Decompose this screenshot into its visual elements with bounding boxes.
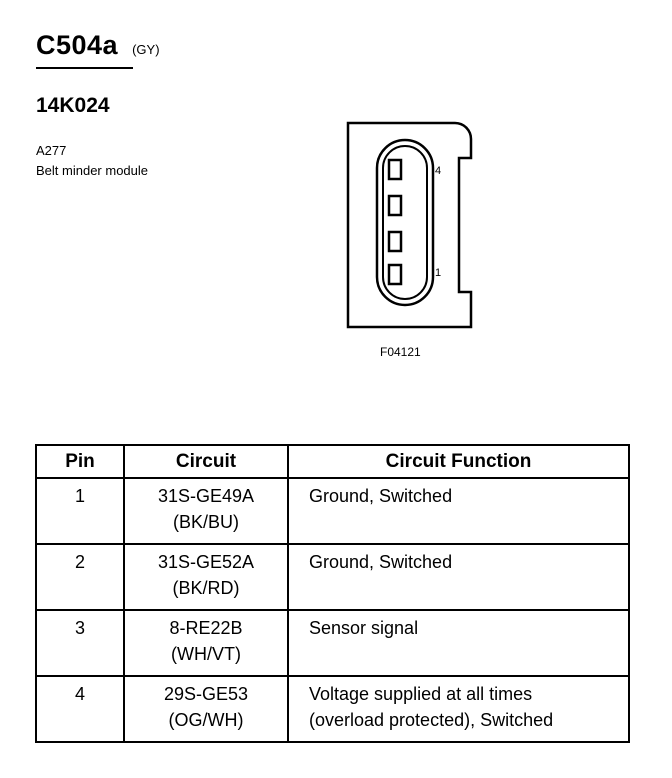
component-info [36, 141, 148, 181]
pin-cell: 1 [36, 478, 124, 544]
wire-color: (BK/BU) [172, 512, 239, 532]
function-text: Voltage supplied at all times [309, 684, 533, 704]
function-text: Ground, Switched [309, 486, 453, 506]
component-ref: A277 [36, 143, 67, 158]
function-text: Sensor signal [309, 618, 419, 638]
connector-name: C504a [36, 30, 119, 60]
circuit-id: 31S-GE52A [157, 552, 255, 572]
table-row [36, 544, 629, 610]
component-name: Belt minder module [36, 163, 148, 178]
terminal-cavity-3 [389, 196, 401, 215]
pin-label-1: 1 [435, 267, 442, 279]
table-row [36, 478, 629, 544]
pin-label-4: 4 [435, 165, 442, 177]
header-circuit: Circuit [124, 445, 288, 478]
pin-cell: 2 [36, 544, 124, 610]
pin-cell: 4 [36, 676, 124, 742]
table-header-row [36, 445, 629, 478]
terminal-cavity-1 [389, 265, 401, 284]
circuit-id: 8-RE22B [169, 618, 243, 638]
wire-color: (OG/WH) [168, 710, 244, 730]
wire-color: (BK/RD) [172, 578, 240, 598]
connector-face-diagram [345, 120, 475, 330]
figure-id: F04121 [380, 345, 421, 359]
header-circuit-function: Circuit Function [288, 445, 629, 478]
function-cell [288, 478, 629, 544]
terminal-cavity-2 [389, 232, 401, 251]
part-number: 14K024 [36, 94, 110, 117]
function-cell [288, 610, 629, 676]
circuit-cell [124, 676, 288, 742]
circuit-cell [124, 544, 288, 610]
header-pin: Pin [36, 445, 124, 478]
function-text-2: (overload protected), Switched [309, 710, 554, 730]
table-row [36, 610, 629, 676]
pinout-table [35, 444, 630, 743]
connector-insert [377, 140, 433, 305]
terminal-cavity-4 [389, 160, 401, 179]
function-cell [288, 544, 629, 610]
wire-color: (WH/VT) [171, 644, 241, 664]
pin-cell: 3 [36, 610, 124, 676]
circuit-cell [124, 478, 288, 544]
circuit-cell [124, 610, 288, 676]
table-row [36, 676, 629, 742]
circuit-id: 29S-GE53 [163, 684, 249, 704]
function-cell [288, 676, 629, 742]
title-underline [36, 67, 133, 69]
connector-housing [348, 123, 471, 327]
circuit-id: 31S-GE49A [157, 486, 255, 506]
connector-title [36, 30, 160, 61]
connector-color-code: (GY) [132, 42, 160, 57]
function-text: Ground, Switched [309, 552, 453, 572]
